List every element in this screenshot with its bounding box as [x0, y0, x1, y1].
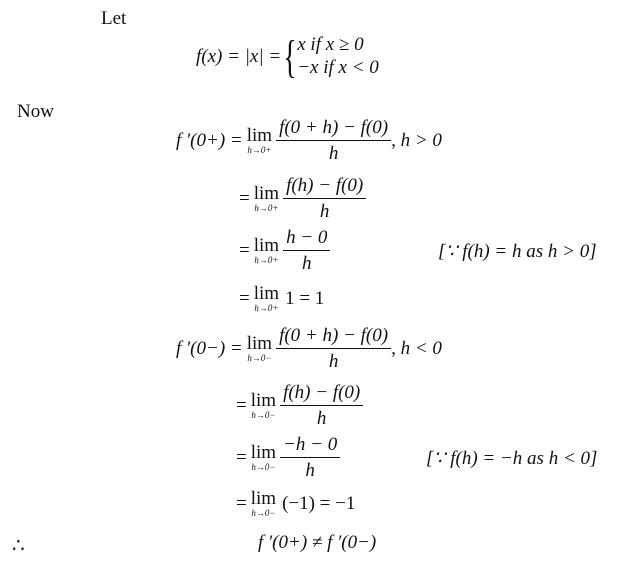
now-label: Now [17, 101, 54, 122]
case-negative: −x if x < 0 [297, 57, 379, 78]
case-nonnegative: x if x ≥ 0 [297, 34, 364, 56]
right-derivative-line-4: = lim h→0+ 1 = 1 [239, 283, 325, 313]
piecewise-cases [297, 34, 379, 80]
limit-result: (−1) = −1 [282, 492, 356, 514]
right-derivative-line-2: = lim h→0+ $\frac{f(h) - f(0)}{h}$ [239, 176, 366, 222]
left-derivative-line-4: = lim h→0− (−1) = −1 [236, 488, 356, 518]
left-derivative-line-3: = lim h→0− $\frac{-h - 0}{h}$ [236, 435, 340, 481]
justification-note-left: [∵ f(h) = −h as h < 0] [426, 448, 598, 469]
right-derivative-line-1 [176, 118, 442, 164]
right-derivative-lhs: f ′(0+) = [176, 129, 243, 151]
limit-operator: lim h→0+ [253, 283, 280, 313]
therefore-symbol: ∴ [12, 535, 25, 557]
fraction: $\frac{h - 0}{h}$ [283, 228, 330, 274]
limit-result: 1 = 1 [285, 287, 325, 309]
fraction: $\frac{-h - 0}{h}$ [280, 435, 340, 481]
limit-operator: lim h→0+ [253, 183, 280, 214]
fraction: $\frac{f(h) - f(0)}{h}$ [283, 176, 366, 222]
left-derivative-line-2: = lim h→0− $\frac{f(h) - f(0)}{h}$ [236, 383, 363, 429]
definition-equation [196, 31, 379, 82]
fraction: $\frac{f(h) - f(0)}{h}$ [280, 383, 363, 429]
left-brace: { [283, 31, 297, 82]
left-derivative-line-1 [176, 326, 442, 372]
fraction: $\frac{f(0 + h) - f(0)}{h}$ [276, 118, 391, 164]
justification-note-right: [∵ f(h) = h as h > 0] [438, 241, 597, 262]
limit-operator: lim h→0− [250, 488, 277, 518]
limit-operator: lim h→0+ [246, 125, 273, 156]
fraction: $\frac{f(0 + h) - f(0)}{h}$ [276, 326, 391, 372]
let-label: Let [101, 8, 127, 29]
condition: , h > 0 [391, 129, 442, 151]
limit-operator: lim h→0− [250, 442, 277, 473]
limit-operator: lim h→0+ [253, 235, 280, 266]
condition: , h < 0 [391, 337, 442, 359]
limit-operator: lim h→0− [246, 333, 273, 364]
limit-operator: lim h→0− [250, 390, 277, 421]
right-derivative-line-3: = lim h→0+ $\frac{h - 0}{h}$ [239, 228, 330, 274]
conclusion: f ′(0+) ≠ f ′(0−) [258, 532, 377, 553]
left-derivative-lhs: f ′(0−) = [176, 337, 243, 359]
definition-lhs: f(x) = |x| = [196, 46, 282, 67]
